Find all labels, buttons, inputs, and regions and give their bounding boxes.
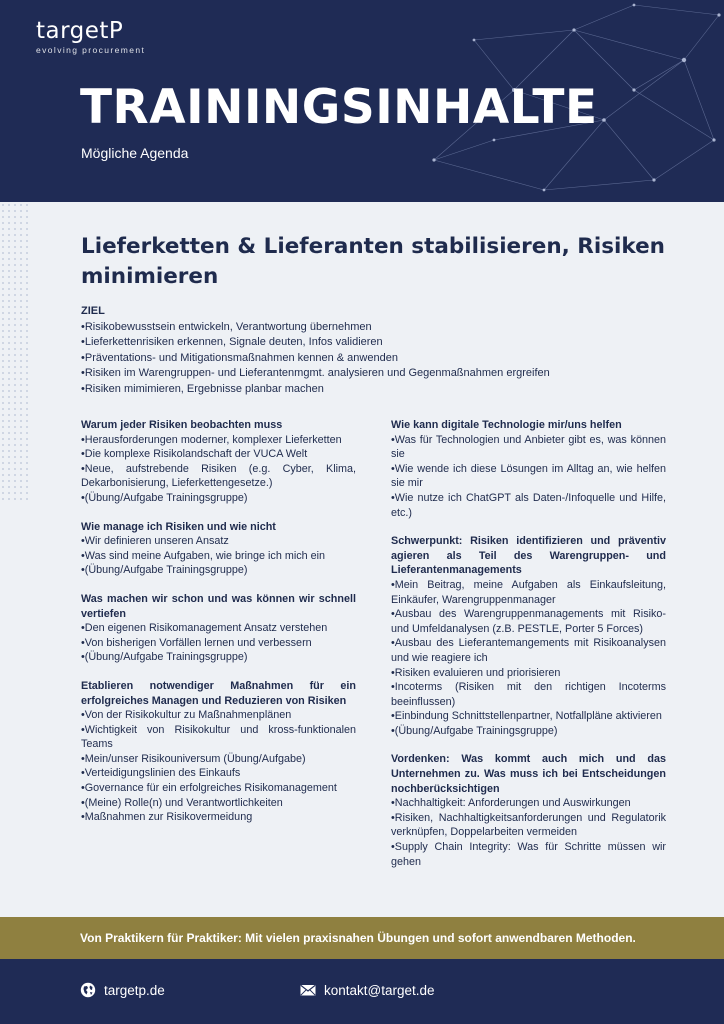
agenda-item: •(Übung/Aufgabe Trainingsgruppe) bbox=[81, 651, 248, 664]
email-link[interactable] bbox=[300, 982, 435, 998]
agenda-item: •Die komplexe Risikolandschaft der VUCA Welt bbox=[81, 448, 308, 461]
agenda-item: •Maßnahmen zur Risikovermeidung bbox=[81, 811, 253, 824]
agenda-block bbox=[81, 592, 356, 665]
header bbox=[0, 0, 724, 202]
page-subtitle: Mögliche Agenda bbox=[81, 145, 189, 161]
agenda-item: •Verteidigungslinien des Einkaufs bbox=[81, 767, 241, 780]
agenda-item: •Was für Technologien und Anbieter gibt es, was können sie bbox=[391, 433, 666, 461]
agenda-block bbox=[81, 679, 356, 825]
logo bbox=[36, 18, 145, 55]
logo-tagline: evolving procurement bbox=[36, 45, 146, 55]
agenda-item: •Incoterms (Risiken mit den richtigen Incoterms beeinflussen) bbox=[391, 681, 666, 708]
agenda-block-title: Vordenken: Was kommt auch mich und das Unternehmen zu. Was muss ich bei Entscheidungen nochberücksichtigen bbox=[391, 753, 666, 795]
agenda-item: •Supply Chain Integrity: Was für Schritte müssen wir gehen bbox=[391, 841, 666, 868]
agenda-item: •Mein/unser Risikouniversum (Übung/Aufgabe) bbox=[81, 752, 306, 765]
intro-section bbox=[81, 232, 666, 397]
agenda-block bbox=[81, 418, 356, 506]
agenda-block-title: Warum jeder Risiken beobachten muss bbox=[81, 419, 283, 431]
left-column bbox=[81, 418, 356, 883]
globe-icon bbox=[80, 982, 96, 998]
agenda-block bbox=[391, 418, 666, 520]
agenda-item: •(Übung/Aufgabe Trainingsgruppe) bbox=[81, 564, 248, 577]
envelope-icon bbox=[300, 982, 316, 998]
agenda-item: •Nachhaltigkeit: Anforderungen und Auswirkungen bbox=[391, 797, 631, 810]
agenda-item: •Governance für ein erfolgreiches Risikomanagement bbox=[81, 782, 337, 795]
agenda-item: •Von bisherigen Vorfällen lernen und verbessern bbox=[81, 636, 312, 649]
agenda-block-title: Wie manage ich Risiken und wie nicht bbox=[81, 520, 276, 533]
agenda-item: •Wie nutze ich ChatGPT als Daten-/Infoquelle und Hilfe, etc.) bbox=[391, 491, 666, 519]
agenda-block-title: Was machen wir schon und was können wir schnell vertiefen bbox=[81, 592, 356, 620]
goal-item: •Risiken mimimieren, Ergebnisse planbar machen bbox=[81, 382, 324, 395]
dot-pattern-decoration bbox=[0, 202, 30, 502]
page-title: TRAININGSINHALTE bbox=[80, 80, 598, 135]
right-column bbox=[391, 418, 666, 883]
agenda-block bbox=[391, 534, 666, 738]
section-title-line-2: minimieren bbox=[81, 264, 219, 289]
agenda-item: •Wie wende ich diese Lösungen im Alltag an, wie helfen sie mir bbox=[391, 462, 666, 490]
agenda-item: •Von der Risikokultur zu Maßnahmenplänen bbox=[81, 709, 292, 722]
agenda-item: •Risiken evaluieren und priorisieren bbox=[391, 666, 561, 679]
agenda-item: •Was sind meine Aufgaben, wie bringe ich mich ein bbox=[81, 549, 326, 562]
email-text: kontakt@target.de bbox=[324, 982, 435, 998]
logo-main: targetP bbox=[36, 18, 124, 44]
agenda-item: •Herausforderungen moderner, komplexer Lieferketten bbox=[81, 433, 342, 446]
agenda-item: •Neue, aufstrebende Risiken (e.g. Cyber, Klima, Dekarbonisierung, Lieferkettengesetze.) bbox=[81, 462, 356, 490]
goal-item: •Präventations- und Mitigationsmaßnahmen kennen & anwenden bbox=[81, 351, 398, 364]
agenda-block-title: Schwerpunkt: Risiken identifizieren und präventiv agieren als Teil des Warengruppen- und Lieferantenmanagements bbox=[391, 535, 666, 577]
agenda-block bbox=[391, 752, 666, 869]
footer bbox=[0, 959, 724, 1024]
agenda-item: •Wir definieren unseren Ansatz bbox=[81, 535, 229, 548]
agenda-item: •(Übung/Aufgabe Trainingsgruppe) bbox=[81, 491, 248, 504]
website-text: targetp.de bbox=[104, 982, 165, 998]
agenda-item: •(Übung/Aufgabe Trainingsgruppe) bbox=[391, 724, 558, 737]
agenda-columns bbox=[81, 418, 666, 883]
agenda-item: •Ausbau des Warengruppenmanagements mit Risiko- und Umfeldanalysen (z.B. PESTLE, Porter 5 Forces) bbox=[391, 608, 666, 635]
agenda-item: •Einbindung Schnittstellenpartner, Notfallpläne aktivieren bbox=[391, 710, 662, 723]
agenda-block-title: Wie kann digitale Technologie mir/uns helfen bbox=[391, 419, 622, 431]
tagline-banner: Von Praktikern für Praktiker: Mit vielen praxisnahen Übungen und sofort anwendbaren Methoden. bbox=[0, 917, 724, 959]
goal-item: •Lieferkettenrisiken erkennen, Signale deuten, Infos validieren bbox=[81, 336, 383, 348]
section-title-line-1: Lieferketten & Lieferanten stabilisieren, Risiken bbox=[81, 234, 665, 259]
goal-list bbox=[81, 304, 666, 397]
agenda-item: •Mein Beitrag, meine Aufgaben als Einkaufsleitung, Einkäufer, Warengruppenmanager bbox=[391, 578, 666, 606]
goal-label: ZIEL bbox=[81, 305, 105, 317]
agenda-item: •Den eigenen Risikomanagement Ansatz verstehen bbox=[81, 622, 328, 635]
agenda-item: •Ausbau des Lieferantemangements mit Risikoanalysen und wie reagiere ich bbox=[391, 637, 666, 664]
goal-item: •Risiken im Warengruppen- und Lieferantenmgmt. analysieren und Gegenmaßnahmen ergreifen bbox=[81, 367, 550, 379]
agenda-block-title: Etablieren notwendiger Maßnahmen für ein erfolgreiches Managen und Reduzieren von Risiken bbox=[81, 679, 356, 707]
section-title bbox=[81, 232, 666, 292]
agenda-item: •Risiken, Nachhaltigkeitsanforderungen und Regulatorik verknüpfen, Doppelarbeiten vermeiden bbox=[391, 811, 666, 839]
goal-item: •Risikobewusstsein entwickeln, Verantwortung übernehmen bbox=[81, 320, 372, 333]
agenda-block bbox=[81, 520, 356, 578]
agenda-item: •Wichtigkeit von Risikokultur und kross-funktionalen Teams bbox=[81, 723, 356, 751]
website-link[interactable] bbox=[80, 982, 165, 998]
agenda-item: •(Meine) Rolle(n) und Verantwortlichkeiten bbox=[81, 796, 283, 809]
